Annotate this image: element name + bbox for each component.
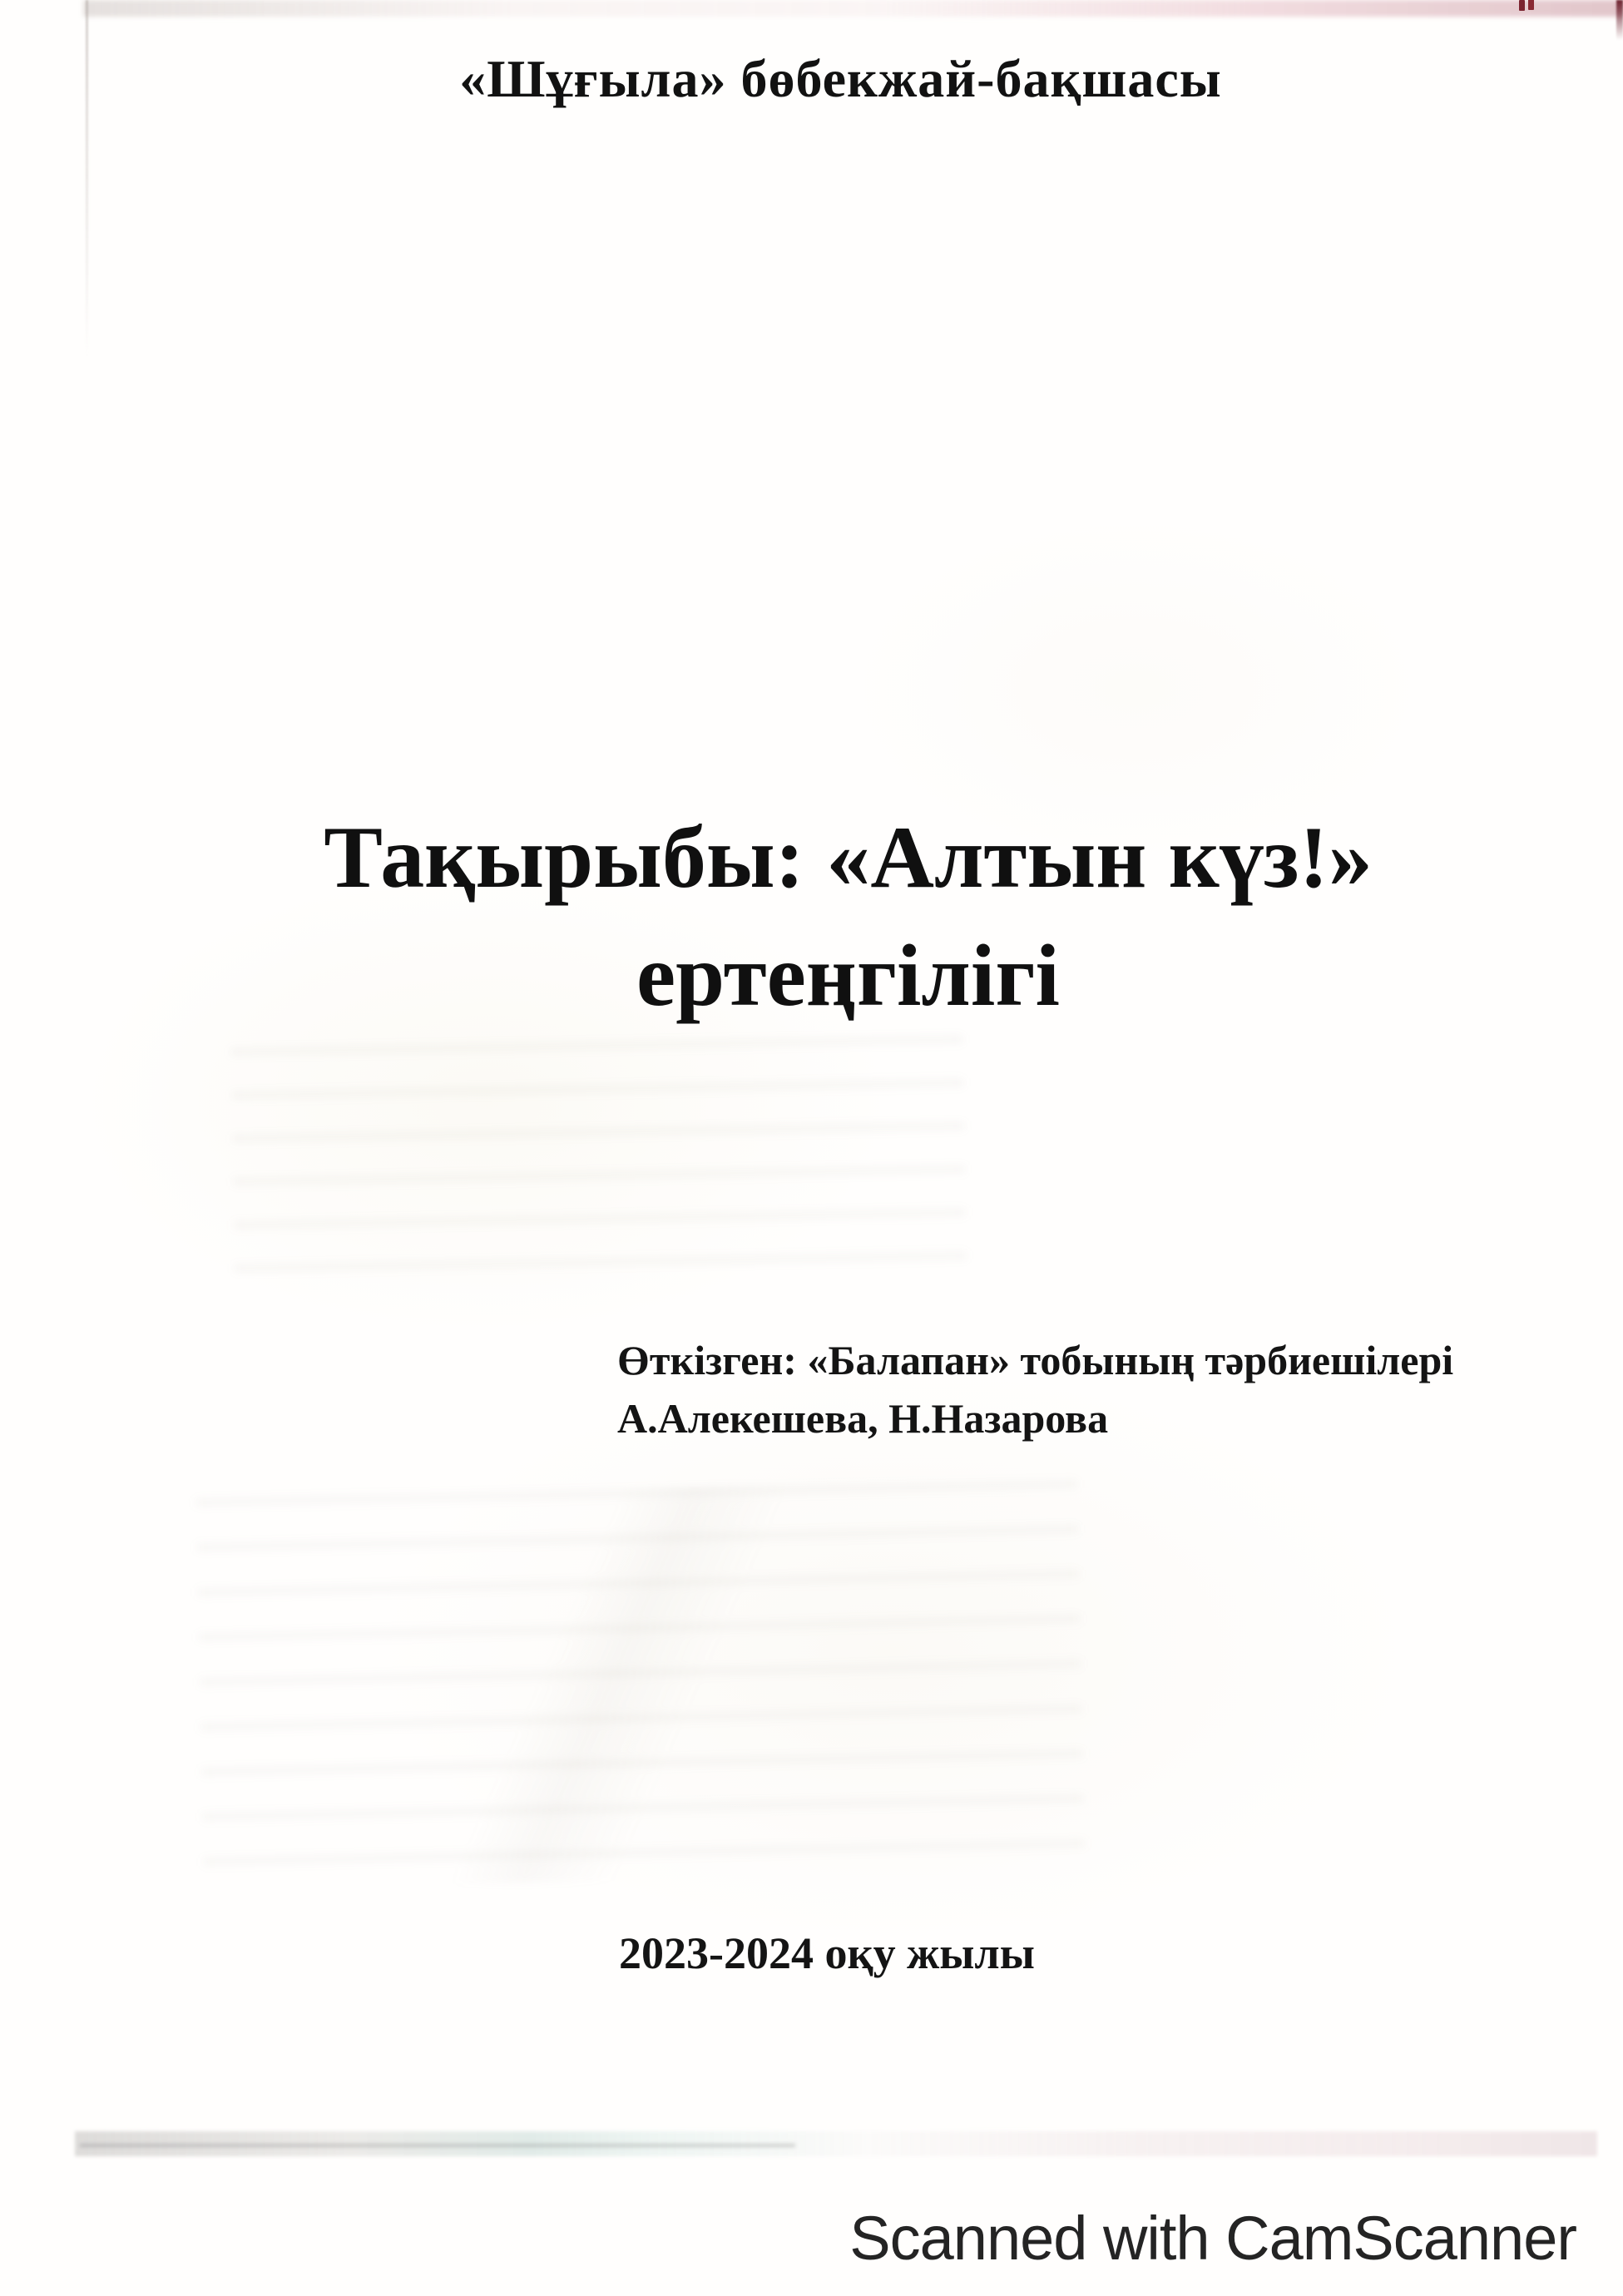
bleed-through-texture-upper (230, 1035, 967, 1297)
kindergarten-name-heading: «Шұғыла» бөбекжай-бақшасы (459, 49, 1222, 108)
credits-block (617, 1331, 1453, 1447)
document-title (37, 799, 1623, 1035)
camscanner-watermark: Scanned with CamScanner (849, 2204, 1576, 2273)
title-line-1: Тақырыбы: «Алтын күз!» (324, 809, 1373, 906)
scan-bottom-edge-artifact (75, 2131, 1597, 2156)
bleed-through-texture-lower (195, 1480, 1086, 1889)
scan-red-mark-artifact (1519, 0, 1525, 11)
credits-line-2: А.Алекешева, Н.Назарова (617, 1395, 1109, 1442)
scan-top-edge-artifact (83, 0, 1623, 17)
school-year: 2023-2024 оқу жылы (619, 1928, 1035, 1978)
scan-corner-artifact (1616, 0, 1623, 40)
credits-line-1: Өткізген: «Балапан» тобының тәрбиешілері (617, 1337, 1454, 1383)
title-line-2: ертеңгілігі (636, 927, 1060, 1024)
